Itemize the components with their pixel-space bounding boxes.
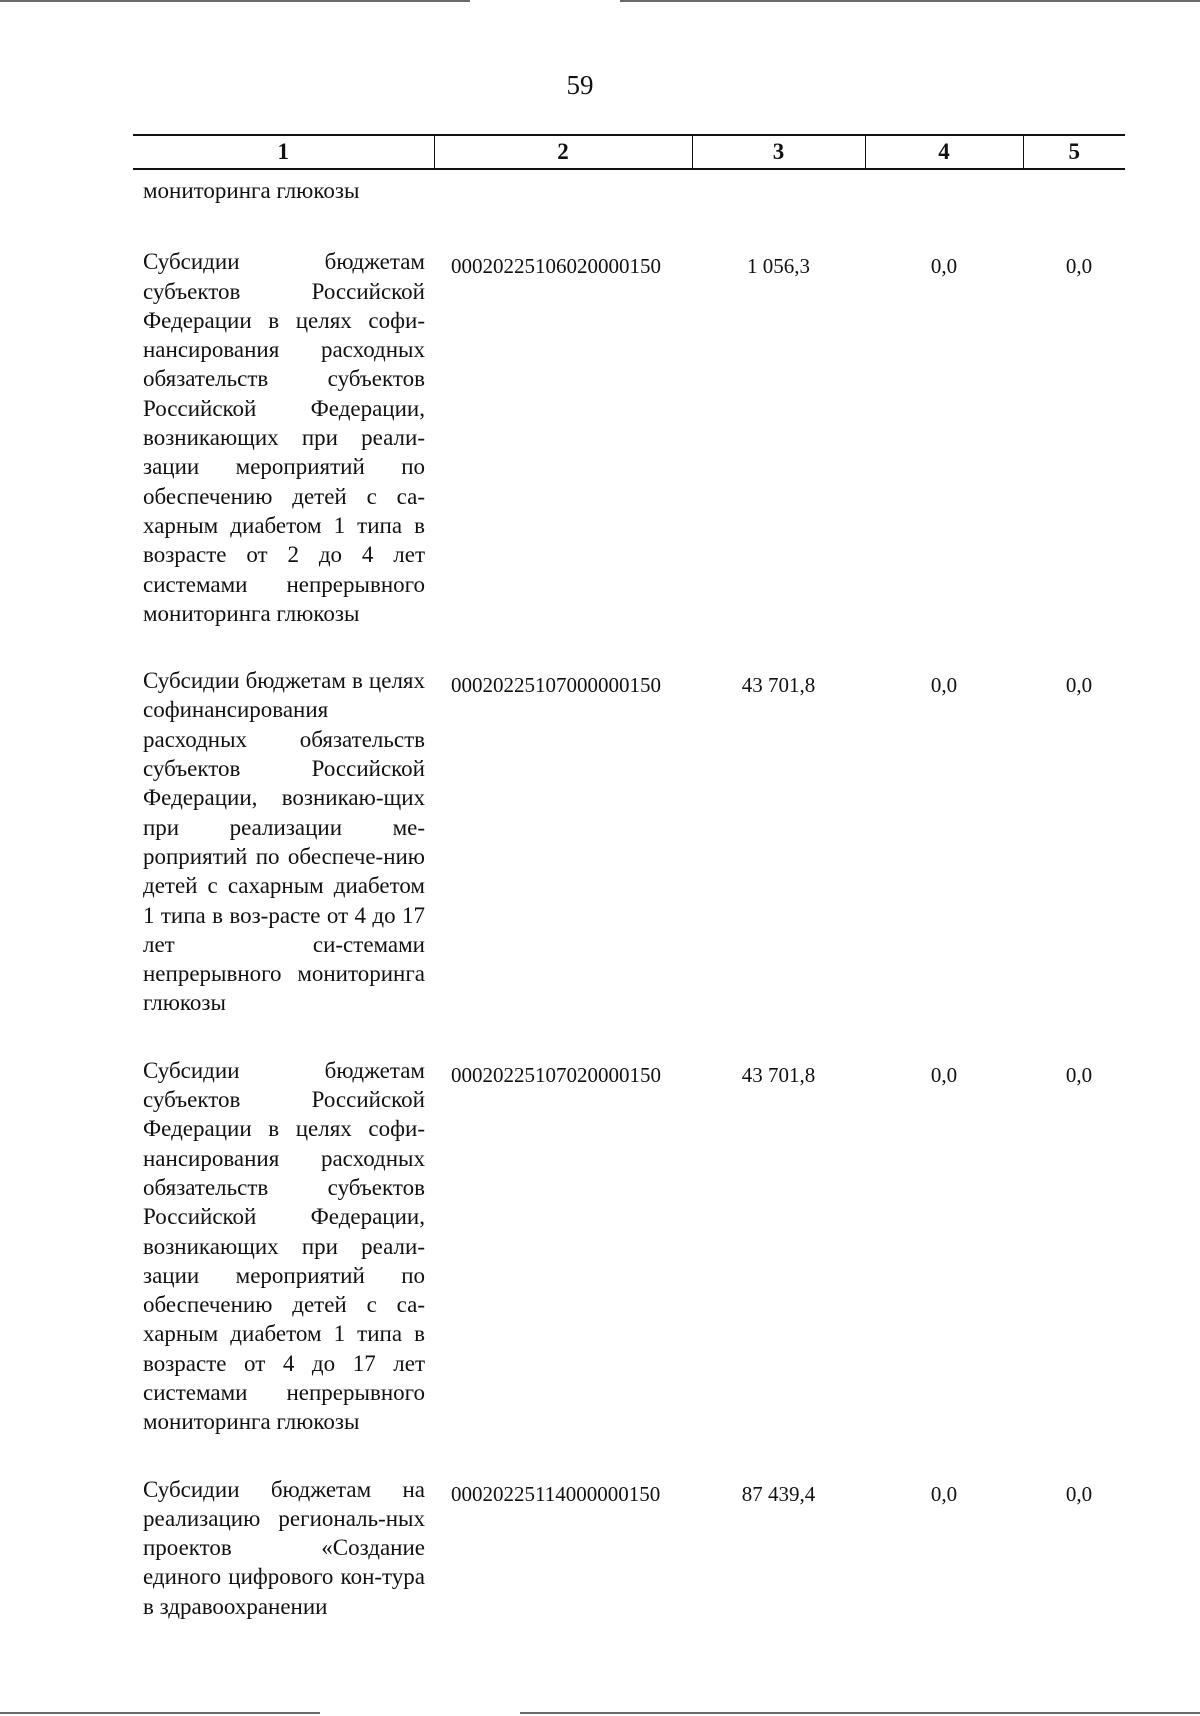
- scan-edge-top-right: [620, 0, 1200, 2]
- header-col-4: 4: [865, 135, 1023, 169]
- continuation-text: мониторинга глюкозы: [143, 178, 360, 203]
- row-code: 00020225114000000150: [451, 1481, 661, 1506]
- row-value-col5: 0,0: [1065, 254, 1093, 279]
- row-value-col3: 43 701,8: [741, 1062, 816, 1087]
- header-col-3: 3: [692, 135, 865, 169]
- scan-edge-top: [0, 0, 470, 2]
- table-row: [133, 1475, 1125, 1621]
- row-code: 00020225107000000150: [451, 673, 661, 698]
- row-value-col3: 43 701,8: [741, 673, 816, 698]
- row-description: Субсидии бюджетам на реализацию региональ-ных проектов «Создание единого цифрового кон-тура в здравоохранении: [143, 1476, 425, 1619]
- budget-table: [133, 134, 1125, 1621]
- row-value-col5: 0,0: [1065, 673, 1093, 698]
- page-number: 59: [566, 70, 594, 100]
- header-col-1: 1: [133, 135, 434, 169]
- row-value-col5: 0,0: [1065, 1062, 1093, 1087]
- scan-edge-bottom-right: [520, 1712, 1200, 1714]
- row-value-col3: 87 439,4: [741, 1481, 816, 1506]
- row-value-col4: 0,0: [930, 1062, 958, 1087]
- header-col-2: 2: [434, 135, 692, 169]
- row-code: 00020225107020000150: [451, 1062, 661, 1087]
- row-value-col4: 0,0: [930, 673, 958, 698]
- row-value-col4: 0,0: [930, 1481, 958, 1506]
- row-description: Субсидии бюджетам субъектов Российской Федерации в целях софи-нансирования расходных обязательств субъектов Российской Федерации, возникающих при реали-зации мероприятий по обеспечению детей с са-харным диабетом 1 типа в возрасте от 4 до 17 лет системами непрерывного мониторинга глюкозы: [143, 1057, 425, 1435]
- row-description: Субсидии бюджетам субъектов Российской Федерации в целях софи-нансирования расходных обязательств субъектов Российской Федерации, возникающих при реали-зации мероприятий по обеспечению детей с са-харным диабетом 1 типа в возрасте от 2 до 4 лет системами непрерывного мониторинга глюкозы: [143, 249, 425, 626]
- header-col-5: 5: [1023, 135, 1125, 169]
- continuation-row: [133, 169, 1125, 205]
- table-row: [133, 247, 1125, 628]
- row-value-col3: 1 056,3: [747, 254, 810, 279]
- row-value-col4: 0,0: [930, 254, 958, 279]
- table-header-row: [133, 135, 1125, 169]
- table-row: [133, 1056, 1125, 1437]
- table-row: [133, 666, 1125, 1018]
- row-code: 00020225106020000150: [451, 254, 661, 279]
- row-value-col5: 0,0: [1065, 1481, 1093, 1506]
- scan-edge-bottom: [0, 1712, 320, 1714]
- row-description: Субсидии бюджетам в целях софинансирования расходных обязательств субъектов Российской Федерации, возникаю-щих при реализации ме-роприятий по обеспече-нию детей с сахарным диабетом 1 типа в воз-расте от 4 до 17 лет си-стемами непрерывного мониторинга глюкозы: [143, 668, 425, 1016]
